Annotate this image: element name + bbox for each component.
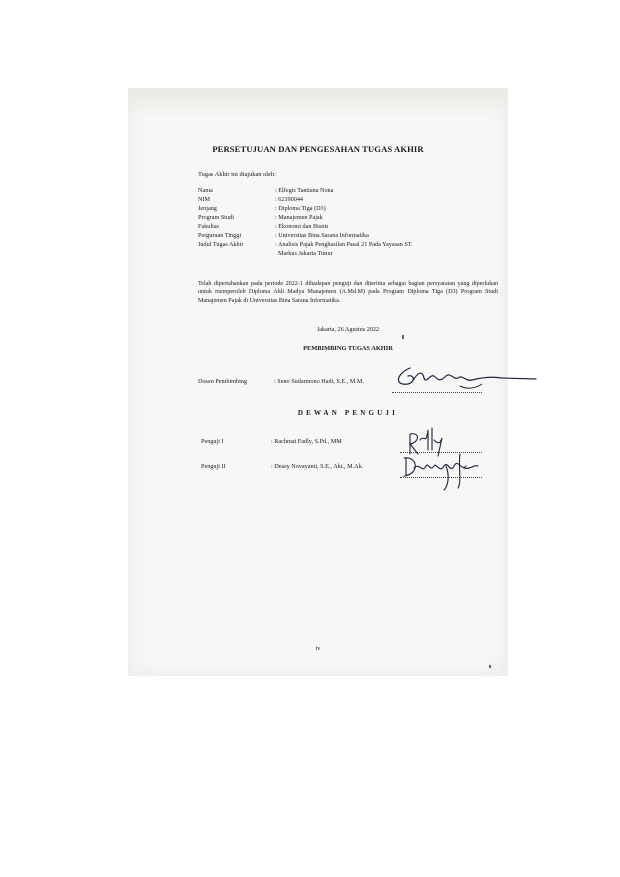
supervisor-label: Dosen Pembimbing: [198, 378, 247, 385]
examiner-2-name: : Deasy Novayanti, S.E., Akt., M.Ak.: [271, 463, 364, 470]
approval-paragraph: Telah dipertahankan pada periode 2022-1 dihadapan penguji dan diterima sebagai bagian persyaratan yang diperlukan untuk memperoleh Diploma Ahli Madya Manajemen (A.Md.M) pada Program Diploma Tiga (D3) Program Studi Manajemen Pajak di Universitas Bina Sarana Informatika.: [198, 281, 498, 304]
field-label-jenjang: Jenjang: [198, 205, 217, 212]
field-value-perguruan-tinggi: : Universitas Bina Sarana Informatika: [275, 232, 369, 239]
ink-mark: [489, 665, 491, 668]
page-number: iv: [315, 645, 321, 652]
supervisor-name: : Seno Sudarmono Hadi, S.E., M.M.: [274, 378, 364, 385]
document-title: PERSETUJUAN DAN PENGESAHAN TUGAS AKHIR: [212, 144, 424, 154]
ink-mark: [402, 335, 404, 339]
field-label-perguruan-tinggi: Perguruan Tinggi: [198, 232, 242, 239]
intro-text: Tugas Akhir ini diajukan oleh:: [198, 171, 276, 178]
date-line: Jakarta, 26 Agustus 2022: [316, 326, 380, 333]
field-value-judul: : Analisis Pajak Penghasilan Pasal 21 Pada Yayasan ST.: [275, 241, 413, 248]
field-label-fakultas: Fakultas: [198, 223, 219, 230]
field-label-program-studi: Program Studi: [198, 214, 234, 221]
signature-examiner-2: [400, 452, 482, 492]
field-value-nim: : 62190044: [275, 196, 304, 203]
field-value-fakultas: : Ekonomi dan Bisnis: [275, 223, 329, 230]
examiner-2-label: Penguji II: [201, 463, 226, 470]
field-label-nama: Nama: [198, 187, 213, 194]
field-label-judul: Judul Tugas Akhir: [198, 241, 244, 248]
field-label-nim: NIM: [198, 196, 211, 203]
field-value-jenjang: : Diploma Tiga (D3): [275, 205, 326, 212]
field-value-program-studi: : Manajemen Pajak: [275, 214, 323, 221]
field-value-nama: : Elfegis Tantiana Nona: [275, 187, 334, 194]
signature-supervisor: [390, 364, 538, 394]
scanned-page: [128, 88, 508, 676]
examiners-heading: DEWAN PENGUJI: [297, 409, 399, 417]
examiner-1-name: : Rachmat Fadly, S.Pd., MM: [271, 438, 342, 445]
examiner-1-label: Penguji I: [201, 438, 224, 445]
field-value-judul-line2: Markus Jakarta Timur: [278, 250, 333, 257]
supervisor-heading: PEMBIMBING TUGAS AKHIR: [303, 345, 393, 352]
